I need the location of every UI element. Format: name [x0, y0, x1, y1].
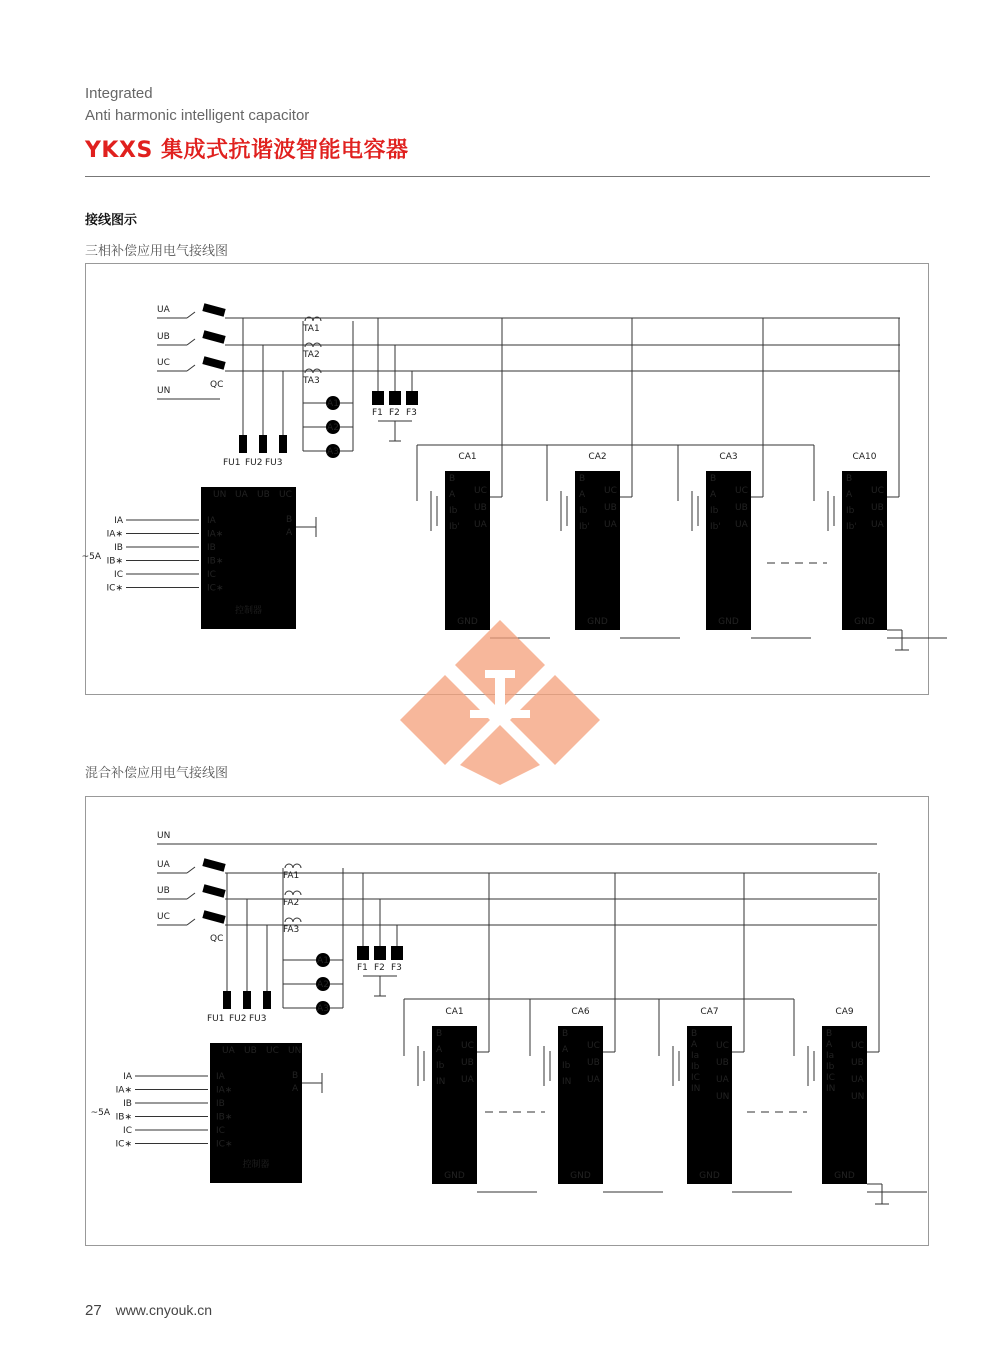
- capacitor-name-ca3: CA3: [719, 452, 738, 462]
- ct-coil: [285, 864, 301, 868]
- fuse-label-fu2: FU2: [229, 1014, 247, 1024]
- capacitor-terminal: B: [579, 474, 586, 484]
- ct-label-fa2: FA2: [283, 898, 300, 908]
- fuse-label-fu1: FU1: [223, 458, 241, 468]
- controller-terminal-ua: UA: [235, 490, 248, 500]
- diagram-2-wiring: [85, 796, 929, 1246]
- ct-input-label: IB∗: [115, 1112, 132, 1123]
- controller-input-terminal: IC∗: [207, 583, 224, 594]
- ct-input-label: IB: [114, 543, 123, 553]
- controller-terminal-ua: UA: [222, 1046, 235, 1056]
- capacitor-terminal: IC: [826, 1073, 835, 1083]
- capacitor-terminal: Ib: [691, 1062, 700, 1072]
- controller-input-terminal: IB∗: [207, 556, 224, 567]
- capacitor-terminal: A: [579, 490, 586, 500]
- capacitor-terminal: B: [691, 1029, 698, 1039]
- fuse-f-symbol: [374, 946, 386, 960]
- ct-label-ta1: TA1: [303, 324, 320, 334]
- capacitor-terminal: Ib: [710, 506, 719, 516]
- controller-input-terminal: IC: [207, 570, 216, 580]
- ct-input-label: IC∗: [106, 583, 123, 594]
- fuse-fu-symbol: [223, 991, 231, 1009]
- capacitor-terminal: IN: [691, 1084, 701, 1094]
- capacitor-terminal: Ib': [449, 522, 460, 532]
- controller-label: 控制器: [234, 606, 263, 616]
- ct-input-label: IA∗: [115, 1085, 132, 1096]
- fuse-label-f3: F3: [406, 408, 417, 418]
- capacitor-terminal: B: [710, 474, 717, 484]
- capacitor-gnd-label: GND: [444, 1171, 465, 1181]
- diag2-svg: [85, 796, 929, 1246]
- ct-label-ta3: TA3: [303, 376, 320, 386]
- capacitor-name-ca6: CA6: [571, 1007, 590, 1017]
- capacitor-terminal: UA: [474, 520, 487, 530]
- controller-label: 控制器: [242, 1160, 270, 1170]
- capacitor-name-ca2: CA2: [588, 452, 607, 462]
- breaker-contact: [187, 365, 195, 371]
- capacitor-terminal: IN: [562, 1077, 572, 1087]
- capacitor-terminal: A: [826, 1040, 833, 1050]
- fuse-symbol: [202, 910, 225, 923]
- bus-label-ua: UA: [157, 305, 170, 315]
- ammeter-label-a3: A3: [317, 1004, 329, 1014]
- controller-input-terminal: IB∗: [216, 1112, 233, 1123]
- fuse-f-symbol: [389, 391, 401, 405]
- fuse-symbol: [202, 356, 225, 369]
- controller-input-terminal: IC: [216, 1126, 225, 1136]
- fuse-fu-symbol: [279, 435, 287, 453]
- capacitor-terminal: Ib': [710, 522, 721, 532]
- controller-terminal-a: A: [292, 1084, 299, 1094]
- capacitor-name-ca9: CA9: [835, 1007, 854, 1017]
- fuse-f-symbol: [406, 391, 418, 405]
- breaker-label-qc: QC: [210, 380, 224, 390]
- capacitor-name-ca10: CA10: [852, 452, 877, 462]
- capacitor-name-ca1: CA1: [458, 452, 477, 462]
- capacitor-gnd-label: GND: [834, 1171, 855, 1181]
- capacitor-terminal: B: [846, 474, 853, 484]
- capacitor-terminal: UA: [871, 520, 884, 530]
- fuse-symbol: [202, 330, 225, 343]
- fuse-f-symbol: [391, 946, 403, 960]
- ammeter-label-a1: A1: [327, 399, 339, 409]
- capacitor-terminal: Ib: [579, 506, 588, 516]
- section-heading: 接线图示: [85, 213, 138, 228]
- capacitor-terminal: UB: [474, 503, 487, 513]
- breaker-contact: [187, 867, 195, 873]
- ct-input-label: IC∗: [115, 1139, 132, 1150]
- controller-input-terminal: IB: [216, 1099, 225, 1109]
- bus-label-uc: UC: [157, 358, 170, 368]
- diagram-1-caption: 三相补偿应用电气接线图: [85, 244, 229, 259]
- fuse-fu-symbol: [259, 435, 267, 453]
- ammeter-label-a3: A3: [327, 447, 339, 457]
- capacitor-terminal: B: [826, 1029, 833, 1039]
- controller-input-terminal: IA: [207, 516, 216, 526]
- fuse-label-fu3: FU3: [265, 458, 283, 468]
- input-range-label: ~5A: [90, 1108, 110, 1118]
- ct-coil: [285, 918, 301, 922]
- capacitor-terminal: A: [691, 1040, 698, 1050]
- capacitor-terminal: UC: [587, 1041, 600, 1051]
- capacitor-terminal: IN: [436, 1077, 446, 1087]
- fuse-symbol: [202, 884, 225, 897]
- capacitor-terminal: UB: [587, 1058, 600, 1068]
- fuse-fu-symbol: [239, 435, 247, 453]
- bus-label-ub: UB: [157, 332, 170, 342]
- website-link[interactable]: www.cnyouk.cn: [115, 1302, 213, 1318]
- ammeter-label-a2: A2: [327, 423, 339, 433]
- ct-label-fa1: FA1: [283, 871, 300, 881]
- fuse-label-f3: F3: [391, 963, 402, 973]
- input-range-label: ~5A: [81, 552, 101, 562]
- controller-input-terminal: IA: [216, 1072, 225, 1082]
- breaker-contact: [187, 919, 195, 925]
- page-footer: [85, 1302, 212, 1319]
- controller-terminal-ub: UB: [257, 490, 270, 500]
- ct-coil: [285, 891, 301, 895]
- capacitor-terminal: UN: [851, 1092, 865, 1102]
- capacitor-terminal: UB: [461, 1058, 474, 1068]
- breaker-label-qc: QC: [210, 934, 224, 944]
- capacitor-terminal: UC: [735, 486, 748, 496]
- ct-label-ta2: TA2: [303, 350, 320, 360]
- capacitor-gnd-label: GND: [699, 1171, 720, 1181]
- capacitor-name-ca1: CA1: [445, 1007, 464, 1017]
- capacitor-gnd-label: GND: [570, 1171, 591, 1181]
- capacitor-terminal: Ib: [449, 506, 458, 516]
- fuse-fu-symbol: [243, 991, 251, 1009]
- capacitor-terminal: UA: [851, 1075, 864, 1085]
- capacitor-terminal: UC: [461, 1041, 474, 1051]
- wiring-group: [126, 303, 947, 650]
- controller-input-terminal: IA∗: [216, 1085, 233, 1096]
- controller-input-terminal: IC∗: [216, 1139, 233, 1150]
- controller-terminal-b: B: [286, 515, 293, 525]
- fuse-f-symbol: [372, 391, 384, 405]
- capacitor-name-ca7: CA7: [700, 1007, 719, 1017]
- capacitor-gnd-label: GND: [718, 617, 739, 627]
- capacitor-terminal: A: [436, 1045, 443, 1055]
- capacitor-terminal: A: [846, 490, 853, 500]
- ammeter-label-a1: A1: [317, 956, 329, 966]
- capacitor-terminal: IN: [826, 1084, 836, 1094]
- bus-label-uc: UC: [157, 912, 170, 922]
- bus-label-un: UN: [157, 831, 171, 841]
- bus-label-ua: UA: [157, 860, 170, 870]
- controller-terminal-a: A: [286, 528, 293, 538]
- breaker-contact: [187, 893, 195, 899]
- capacitor-terminal: UA: [735, 520, 748, 530]
- fuse-f-symbol: [357, 946, 369, 960]
- fuse-label-f1: F1: [357, 963, 368, 973]
- fuse-label-fu2: FU2: [245, 458, 263, 468]
- capacitor-terminal: UC: [474, 486, 487, 496]
- capacitor-terminal: UA: [716, 1075, 729, 1085]
- capacitor-gnd-label: GND: [457, 617, 478, 627]
- ct-input-label: IC: [114, 570, 123, 580]
- capacitor-gnd-label: GND: [587, 617, 608, 627]
- controller-terminal-uc: UC: [279, 490, 292, 500]
- diagram-2-caption: 混合补偿应用电气接线图: [85, 766, 229, 781]
- capacitor-terminal: UA: [587, 1075, 600, 1085]
- capacitor-terminal: Ib': [846, 522, 857, 532]
- ct-input-label: IA: [114, 516, 123, 526]
- capacitor-terminal: A: [710, 490, 717, 500]
- capacitor-terminal: B: [449, 474, 456, 484]
- controller-terminal-un: UN: [288, 1046, 302, 1056]
- fuse-fu-symbol: [263, 991, 271, 1009]
- bus-label-un: UN: [157, 386, 171, 396]
- header-english-line-2: Anti harmonic intelligent capacitor: [85, 107, 310, 124]
- controller-terminal-ub: UB: [244, 1046, 257, 1056]
- capacitor-terminal: UB: [851, 1058, 864, 1068]
- capacitor-terminal: Ib: [436, 1061, 445, 1071]
- ct-input-label: IB: [123, 1099, 132, 1109]
- header-english-line-1: Integrated: [85, 85, 153, 102]
- fuse-label-f2: F2: [389, 408, 400, 418]
- capacitor-terminal: UA: [604, 520, 617, 530]
- capacitor-terminal: IC: [691, 1073, 700, 1083]
- capacitor-terminal: UC: [871, 486, 884, 496]
- capacitor-terminal: Ia: [826, 1051, 835, 1061]
- controller-input-terminal: IB: [207, 543, 216, 553]
- capacitor-terminal: A: [449, 490, 456, 500]
- ammeter-label-a2: A2: [317, 980, 329, 990]
- capacitor-terminal: UB: [716, 1058, 729, 1068]
- fuse-symbol: [202, 303, 225, 316]
- ct-input-label: IB∗: [106, 556, 123, 567]
- breaker-contact: [187, 339, 195, 345]
- capacitor-terminal: UB: [871, 503, 884, 513]
- controller-terminal-un: UN: [213, 490, 227, 500]
- wiring-group: [135, 844, 927, 1204]
- fuse-label-fu3: FU3: [249, 1014, 267, 1024]
- capacitor-terminal: UB: [735, 503, 748, 513]
- capacitor-terminal: UC: [851, 1041, 864, 1051]
- capacitor-terminal: UC: [604, 486, 617, 496]
- page-number: 27: [85, 1302, 102, 1319]
- controller-input-terminal: IA∗: [207, 529, 224, 540]
- controller-terminal-uc: UC: [266, 1046, 279, 1056]
- capacitor-terminal: UB: [604, 503, 617, 513]
- ct-input-label: IA∗: [106, 529, 123, 540]
- ct-input-label: IC: [123, 1126, 132, 1136]
- breaker-contact: [187, 312, 195, 318]
- capacitor-terminal: Ib: [846, 506, 855, 516]
- capacitor-terminal: UC: [716, 1041, 729, 1051]
- header-divider: [85, 176, 930, 177]
- bus-label-ub: UB: [157, 886, 170, 896]
- capacitor-terminal: B: [562, 1029, 569, 1039]
- capacitor-terminal: UN: [716, 1092, 730, 1102]
- capacitor-terminal: B: [436, 1029, 443, 1039]
- fuse-label-f2: F2: [374, 963, 385, 973]
- capacitor-terminal: Ib': [579, 522, 590, 532]
- capacitor-terminal: Ia: [691, 1051, 700, 1061]
- controller-terminal-b: B: [292, 1071, 299, 1081]
- capacitor-terminal: Ib: [562, 1061, 571, 1071]
- capacitor-terminal: UA: [461, 1075, 474, 1085]
- fuse-label-fu1: FU1: [207, 1014, 225, 1024]
- brand-logo-watermark: [400, 615, 600, 785]
- ct-label-fa3: FA3: [283, 925, 300, 935]
- capacitor-terminal: Ib: [826, 1062, 835, 1072]
- capacitor-terminal: A: [562, 1045, 569, 1055]
- capacitor-gnd-label: GND: [854, 617, 875, 627]
- fuse-symbol: [202, 858, 225, 871]
- page-title: YKXS 集成式抗谐波智能电容器: [85, 138, 409, 163]
- fuse-label-f1: F1: [372, 408, 383, 418]
- ct-input-label: IA: [123, 1072, 132, 1082]
